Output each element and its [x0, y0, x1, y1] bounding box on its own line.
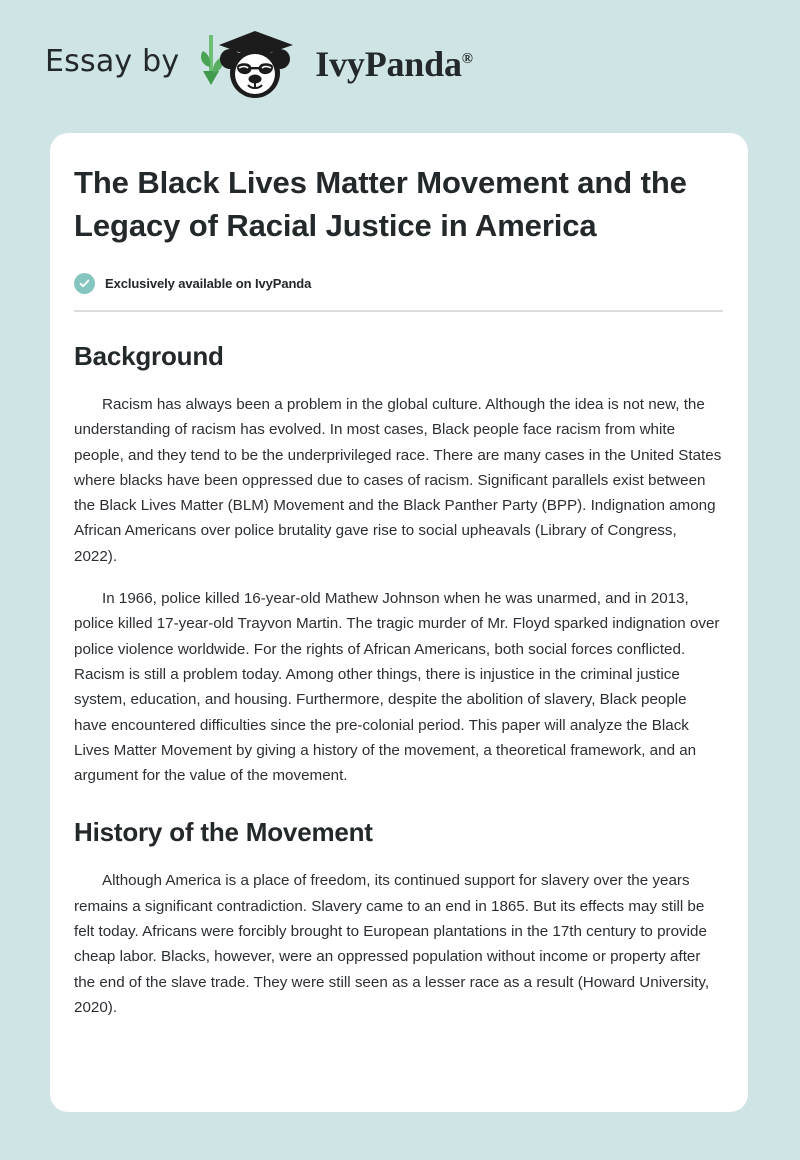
exclusive-availability-badge: [74, 273, 722, 294]
check-circle-icon: [74, 273, 95, 294]
registered-trademark-symbol: ®: [461, 50, 473, 67]
paragraph: Racism has always been a problem in the global culture. Although the idea is not new, the understanding of racism has evolved. In most cases, Black people face racism from white people, and they tend to be the underprivileged race. There are many cases in the United States where blacks have been oppressed due to cases of racism. Significant parallels exist between the Black Lives Matter (BLM) Movement and the Black Panther Party (BPP). Indignation among African Americans over police brutality gave rise to social upheavals (Library of Congress, 2022).: [74, 396, 722, 565]
header-divider: [74, 310, 723, 312]
exclusive-availability-label: Exclusively available on IvyPanda: [105, 276, 312, 291]
brand-wordmark: [315, 43, 473, 84]
paragraph: In 1966, police killed 16-year-old Mathew Johnson when he was unarmed, and in 2013, police killed 17-year-old Trayvon Martin. The tragic murder of Mr. Floyd sparked indignation over police violence worldwide. For the rights of African Americans, both social forces conflicted. Racism is still a problem today. Among other things, there is injustice in the criminal justice system, education, and housing. Furthermore, despite the abolition of slavery, Black people have encountered difficulties since the pre-colonial period. This paper will analyze the Black Lives Matter Movement by giving a history of the movement, a theoretical framework, and an argument for the value of the movement.: [74, 590, 720, 785]
paragraph: Although America is a place of freedom, its continued support for slavery over the years remains a significant contradiction. Slavery came to an end in 1865. But its effects may still be felt today. Africans were forcibly brought to European plantations in the 17th century to provide cheap labor. Blacks, however, were an oppressed population without income or property after the end of the slave trade. They were still seen as a lesser race as a result (Howard University, 2020).: [74, 872, 710, 1016]
section-heading-background: Background: [74, 341, 224, 371]
document-body: [74, 161, 722, 1020]
essay-by-label: Essay by: [45, 43, 180, 79]
brand-lockup[interactable]: [45, 23, 473, 101]
page-title: The Black Lives Matter Movement and the Legacy of Racial Justice in America: [74, 165, 687, 243]
document-card: [50, 133, 748, 1112]
brand-name-text: IvyPanda: [315, 43, 462, 84]
section-heading-history-of-the-movement: History of the Movement: [74, 817, 373, 848]
ivypanda-logo-icon: [197, 23, 305, 101]
brand-header: [0, 0, 800, 133]
